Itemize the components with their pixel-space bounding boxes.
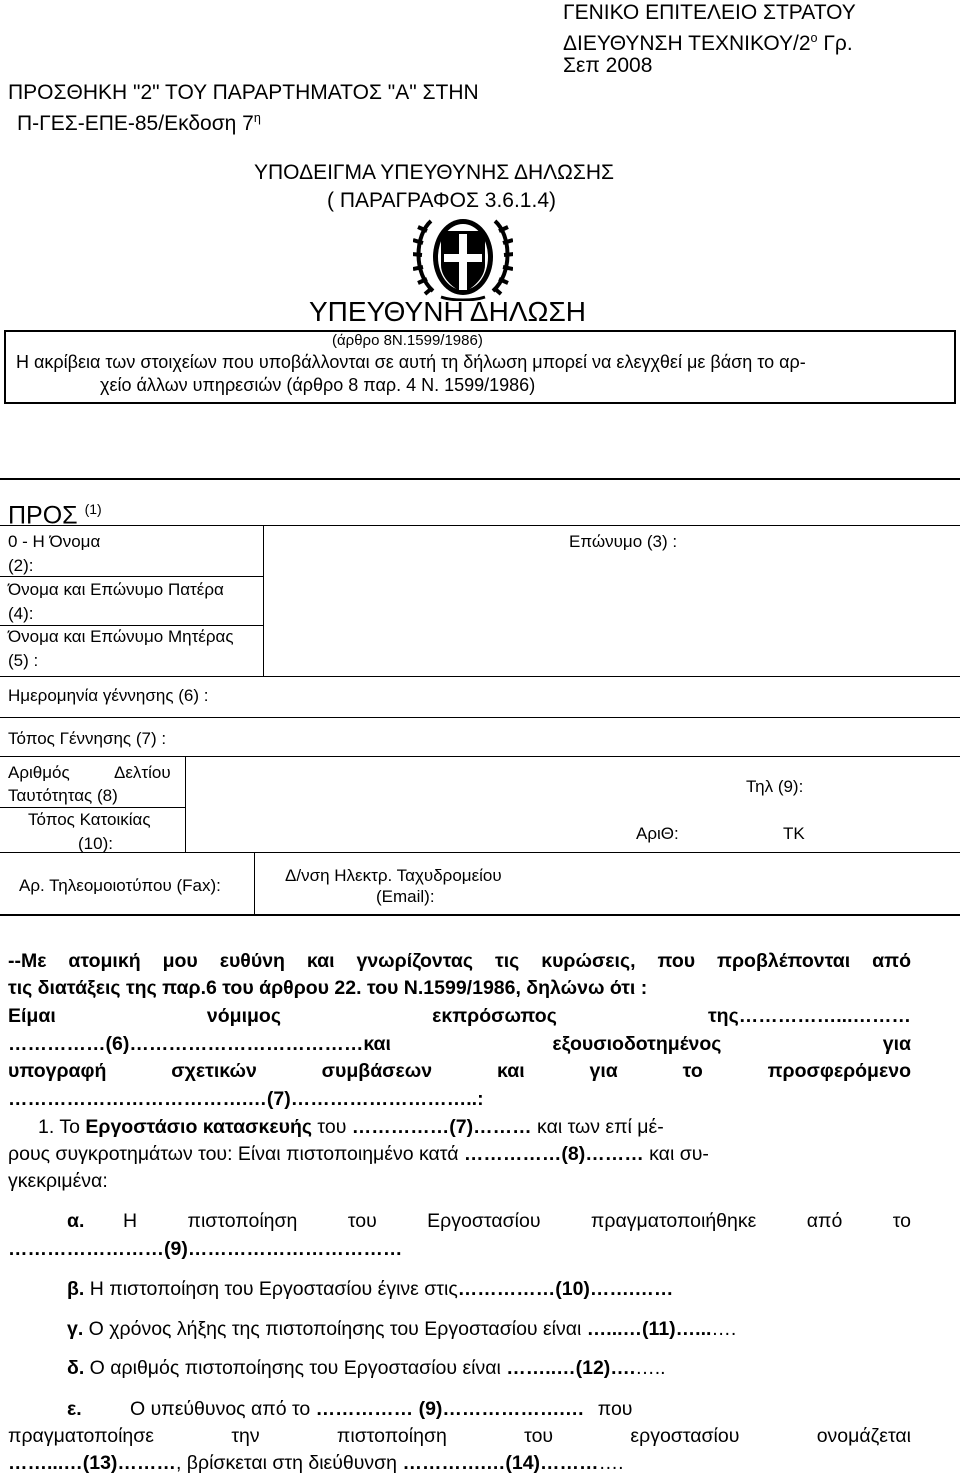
form-line-mother	[0, 676, 960, 677]
item-1-line-2	[8, 1141, 709, 1168]
item-b-label: β.	[67, 1278, 85, 1300]
first-name-note: (2):	[8, 556, 34, 575]
sample-title: ΥΠΟΔΕΙΓΜΑ ΥΠΕΥΘΥΝΗΣ ΔΗΛΩΣΗΣ	[254, 161, 615, 184]
item-e-blank-13: ……...…(13)………	[8, 1452, 176, 1474]
org-line-2	[563, 26, 853, 56]
item-1-number: 1. Το	[38, 1116, 86, 1138]
item-b-blank-10: ……………(10)…….……	[457, 1278, 674, 1300]
item-a-label: α.	[67, 1210, 85, 1232]
item-e-line-3	[8, 1450, 623, 1477]
id-card-label-b: Δελτίου	[114, 763, 171, 782]
item-g	[67, 1316, 736, 1343]
statement-line-3: Είμαι νόμιμος εκπρόσωπος της……………...………	[8, 1005, 911, 1027]
item-1-line-1	[38, 1114, 664, 1141]
item-e-line-1	[130, 1396, 632, 1423]
fax-field[interactable]	[150, 856, 250, 912]
item-e-end: που	[592, 1398, 633, 1420]
notice-line-1: Η ακρίβεια των στοιχείων που υποβάλλονται σε αυτή τη δήλωση μπορεί να ελεγχθεί με βάση το αρ-	[16, 352, 806, 372]
form-line-top	[0, 525, 960, 526]
item-d	[67, 1355, 666, 1382]
surname-label: Επώνυμο (3) :	[569, 532, 678, 551]
mother-name-label: Όνομα και Επώνυμο Μητέρας	[8, 627, 234, 646]
law-reference: (άρθρο 8Ν.1599/1986)	[332, 332, 483, 349]
label-column-divider	[263, 525, 264, 677]
statement-line-5: υπογραφή σχετικών συμβάσεων και για το προσφερόμενο	[8, 1060, 911, 1082]
item-b	[67, 1276, 673, 1303]
email-label: Δ/νση Ηλεκτρ. Ταχυδρομείου	[285, 866, 502, 885]
statement-line-4: ……………(6)………………………………και εξουσιοδοτημένος για	[8, 1033, 911, 1055]
declaration-form	[0, 478, 960, 916]
item-e-tail: ….	[598, 1452, 624, 1474]
form-line-birth-place	[0, 756, 960, 757]
first-name-field[interactable]	[270, 530, 560, 576]
father-name-field[interactable]	[270, 578, 950, 624]
id-card-label-a: Αριθμός	[8, 763, 70, 782]
item-e-text: Ο υπεύθυνος από το	[130, 1398, 316, 1420]
residence-note: (10):	[78, 834, 113, 853]
item-1-blank-7: ……………(7)………	[351, 1116, 532, 1138]
item-1-certified: ρους συγκροτημάτων του: Είναι πιστοποιημένο κατά	[8, 1143, 464, 1165]
item-g-blank-11: …...…(11)…...	[586, 1318, 712, 1340]
phone-label: Τηλ (9):	[746, 777, 804, 796]
item-a-blank-9: ……………………(9)……………………………	[8, 1238, 403, 1260]
form-line-name	[0, 576, 263, 577]
item-1-tail: και των επί μέ-	[531, 1116, 664, 1138]
annex-line-2	[17, 106, 261, 136]
mother-name-note: (5) :	[8, 651, 39, 670]
item-e-blank-9: …………… (9)……………….…	[315, 1398, 585, 1420]
statement-line-2: τις διατάξεις της παρ.6 του άρθρου 22. του Ν.1599/1986, δηλώνω ότι :	[8, 977, 648, 999]
item-1-blank-8: ……………(8)………	[463, 1143, 644, 1165]
id-card-field[interactable]	[190, 760, 720, 806]
org-line-1: ΓΕΝΙΚΟ ΕΠΙΤΕΛΕΙΟ ΣΤΡΑΤΟΥ	[563, 1, 856, 24]
annex-line-2-sup: η	[253, 111, 261, 125]
notice-box	[4, 330, 956, 404]
item-g-end: ….	[711, 1318, 737, 1340]
street-number-field[interactable]	[706, 816, 776, 848]
item-e-label: ε.	[67, 1398, 82, 1420]
recipient-text: ΠΡΟΣ	[8, 501, 78, 530]
father-name-label: Όνομα και Επώνυμο Πατέρα	[8, 580, 224, 599]
birth-place-field[interactable]	[270, 720, 950, 754]
postcode-field[interactable]	[812, 816, 950, 848]
item-g-label: γ.	[67, 1318, 84, 1340]
item-e-blank-14: ………….…(14)………	[402, 1452, 599, 1474]
item-g-text: Ο χρόνος λήξης της πιστοποίησης του Εργοστασίου είναι	[83, 1318, 587, 1340]
recipient-note: (1)	[84, 501, 102, 517]
org-line-2-suffix: Γρ.	[817, 32, 853, 55]
street-number-label: ΑριΘ:	[636, 824, 679, 843]
coat-of-arms-emblem	[413, 213, 513, 301]
item-d-label: δ.	[67, 1357, 85, 1379]
org-line-2-sup: ο	[810, 31, 818, 45]
recipient-field[interactable]	[150, 484, 930, 524]
birth-date-label: Ημερομηνία γέννησης (6) :	[8, 686, 209, 705]
postcode-label: ΤΚ	[783, 824, 805, 843]
item-d-blank-12: ……..…(12)….	[506, 1357, 636, 1379]
item-e-address-text: , βρίσκεται στη διεύθυνση	[175, 1452, 403, 1474]
mother-name-field[interactable]	[270, 626, 950, 676]
annex-line-2-text: Π-ΓΕΣ-ΕΠΕ-85/Εκδοση 7	[17, 112, 254, 135]
annex-line-1: ΠΡΟΣΘΗΚΗ "2" ΤΟΥ ΠΑΡΑΡΤΗΜΑΤΟΣ "Α" ΣΤΗΝ	[8, 81, 479, 104]
item-d-end: …..	[635, 1357, 666, 1379]
item-1-factory: Εργοστάσιο κατασκευής	[85, 1116, 313, 1138]
item-1-of: του	[312, 1116, 352, 1138]
id-card-label-c: Ταυτότητας (8)	[8, 786, 118, 805]
form-line-birth-date	[0, 717, 960, 718]
item-e-line-2: πραγματοποίησε την πιστοποίηση του εργοστασίου ονομάζεται	[8, 1425, 911, 1447]
org-line-2-text: ΔΙΕΥΘΥΝΣΗ ΤΕΧΝΙΚΟΥ/2	[563, 32, 811, 55]
statement-line-6: ……………………………….…(7)………………………..:	[8, 1088, 484, 1110]
birth-place-label: Τόπος Γέννησης (7) :	[8, 729, 167, 748]
fax-label: Αρ. Τηλεομοιοτύπου (Fax):	[19, 876, 221, 895]
statement-line-1: --Με ατομική μου ευθύνη και γνωρίζοντας τις κυρώσεις, που προβλέπονται από	[8, 950, 911, 972]
org-date: Σεπ 2008	[563, 54, 653, 77]
item-1-tail-2: και συ-	[643, 1143, 709, 1165]
item-d-text: Ο αριθμός πιστοποίησης του Εργοστασίου είναι	[84, 1357, 507, 1379]
form-line-id	[0, 807, 185, 808]
declaration-title: ΥΠΕΥΘΥΝΗ ΔΗΛΩΣΗ	[309, 296, 586, 327]
notice-line-2: χείο άλλων υπηρεσιών (άρθρο 8 παρ. 4 Ν. 1599/1986)	[100, 375, 536, 395]
form-line-residence	[0, 852, 960, 853]
paragraph-ref: ( ΠΑΡΑΓΡΑΦΟΣ 3.6.1.4)	[327, 189, 556, 212]
item-b-text: Η πιστοποίηση του Εργοστασίου έγινε στις	[84, 1278, 458, 1300]
residence-field[interactable]	[190, 810, 620, 850]
email-field[interactable]	[540, 856, 950, 912]
item-a-text: Η πιστοποίηση του Εργοστασίου πραγματοποιήθηκε από το	[123, 1210, 911, 1232]
phone-field[interactable]	[820, 770, 950, 800]
email-note: (Email):	[376, 887, 435, 906]
id-column-divider	[185, 756, 186, 852]
birth-date-field[interactable]	[270, 678, 950, 716]
residence-label: Τόπος Κατοικίας	[28, 810, 151, 829]
father-name-note: (4):	[8, 604, 34, 623]
surname-field[interactable]	[700, 530, 950, 576]
fax-column-divider	[254, 852, 255, 916]
first-name-label: 0 - Η Όνομα	[8, 532, 101, 551]
item-1-line-3: γκεκριμένα:	[8, 1170, 108, 1192]
